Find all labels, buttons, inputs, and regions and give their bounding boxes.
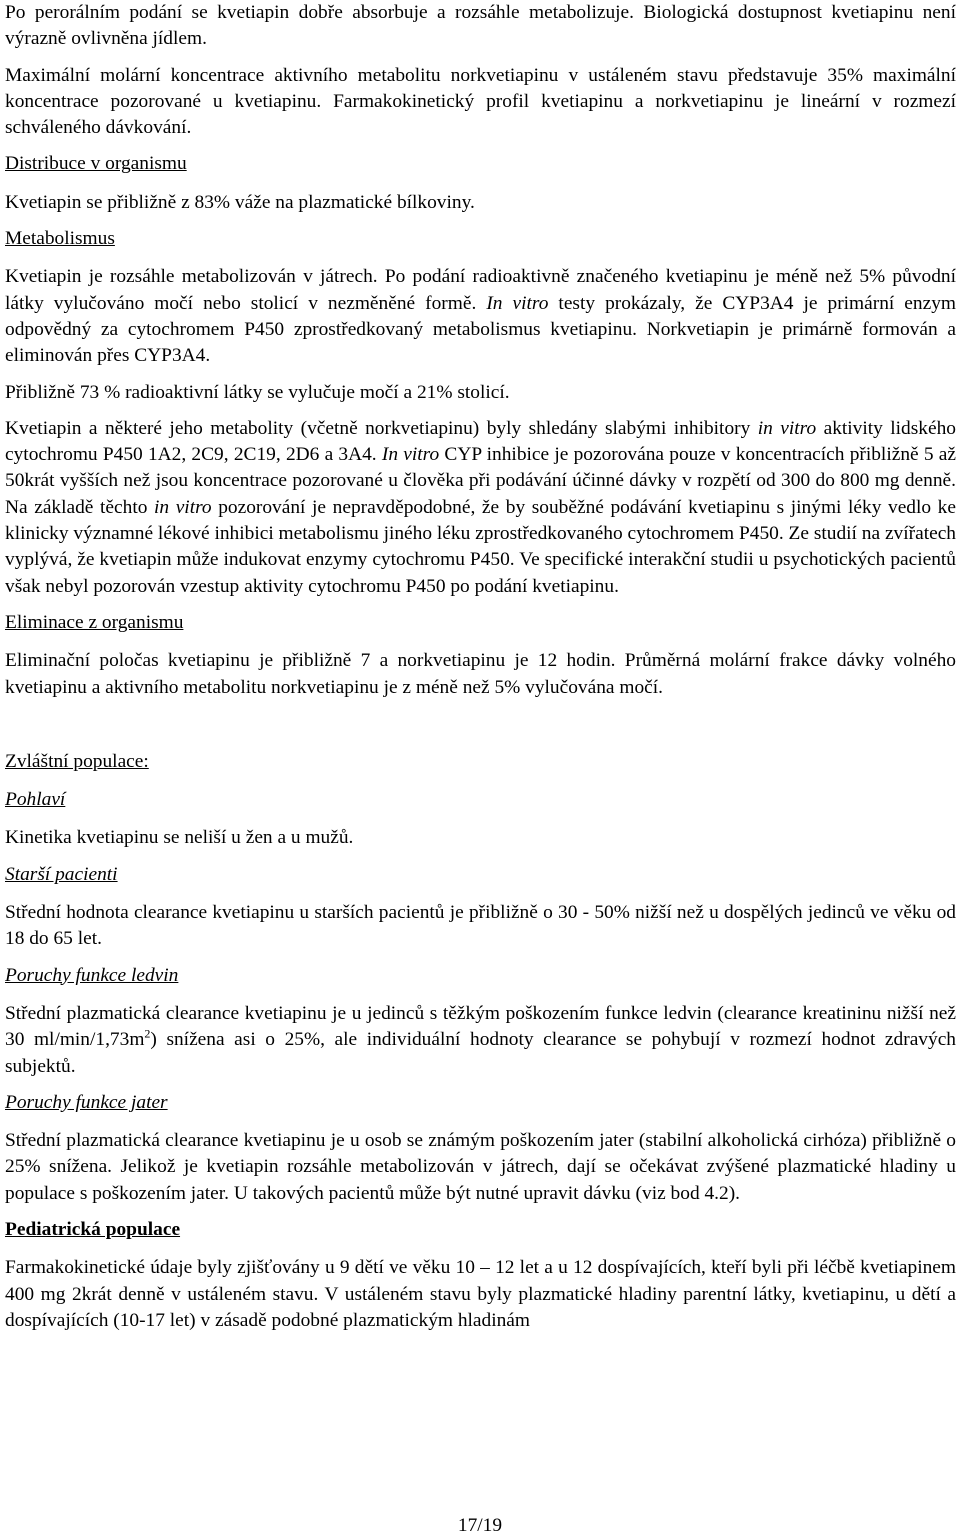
heading-distribution: Distribuce v organismu (5, 153, 187, 175)
paragraph-hepatic-clearance: Střední plazmatická clearance kvetiapinu je u osob se známým poškozením jater (stabilní alkoholická cirhóza) přibližně o 25% snížena. Jelikož je kvetiapin rozsáhle metabolizován v játrech, dají se očekávat zvýšené plazmatické hladiny u populace s poškozením jater. U takových pacientů může být nutné upravit dávku (viz bod 4.2). (5, 1130, 956, 1204)
paragraph-pediatric-pk: Farmakokinetické údaje byly zjišťovány u 9 dětí ve věku 10 – 12 let a u 12 dospívajících, kteří byli při léčbě kvetiapinem 400 mg 2krát denně v ustáleném stavu. V ustáleném stavu byly plazmatické hladiny parentní látky, kvetiapinu, u dětí a dospívajících (10-17 let) v zásadě podobné plazmatickým hladinám (5, 1257, 956, 1331)
italic-run: In vitro (486, 292, 549, 314)
text-run: aktivity lidského cytochromu P450 1A2, 2C9, 2C19, 2D6 a 3A4. (5, 417, 956, 466)
paragraph-sex-kinetics: Kinetika kvetiapinu se neliší u žen a u mužů. (5, 827, 354, 849)
heading-elimination: Eliminace z organismu (5, 611, 184, 633)
italic-run: in vitro (757, 417, 817, 439)
superscript: 2 (144, 1026, 151, 1041)
text-run: ) snížena asi o 25%, ale individuální hodnoty clearance se pohybují v rozmezí hodnot zdravých subjektů. (5, 1029, 956, 1077)
text-run: Kvetiapin a některé jeho metabolity (včetně norkvetiapinu) byly shledány slabými inhibitory (5, 417, 758, 439)
paragraph-elderly-clearance: Střední hodnota clearance kvetiapinu u starších pacientů je přibližně o 30 - 50% nižší než u dospělých jedinců ve věku od 18 do 65 let. (5, 902, 956, 950)
paragraph-metabolite-concentration: Maximální molární koncentrace aktivního metabolitu norkvetiapinu v ustáleném stavu představuje 35% maximální koncentrace pozorované u kvetiapinu. Farmakokinetický profil kvetiapinu a norkvetiapinu je lineární v rozmezí schváleného dávkování. (5, 64, 956, 139)
heading-metabolism: Metabolismus (5, 228, 115, 250)
text-run: CYP inhibice je pozorována pouze v koncentracích přibližně 5 až 50krát vyšších než jsou koncentrace pozorované u člověka při podávání účinné dávky v rozpětí od 300 do 800 mg denně. Na základě těchto (5, 444, 956, 518)
paragraph-absorption: Po perorálním podání se kvetiapin dobře absorbuje a rozsáhle metabolizuje. Biologická dostupnost kvetiapinu není výrazně ovlivněna jídlem. (5, 2, 956, 50)
paragraph-excretion: Přibližně 73 % radioaktivní látky se vylučuje močí a 21% stolicí. (5, 381, 510, 403)
paragraph-half-life: Eliminační poločas kvetiapinu je přibližně 7 a norkvetiapinu je 12 hodin. Průměrná molární frakce dávky volného kvetiapinu a aktivního metabolitu norkvetiapinu je z méně než 5% vylučována močí. (5, 650, 956, 698)
paragraph-protein-binding: Kvetiapin se přibližně z 83% váže na plazmatické bílkoviny. (5, 191, 475, 213)
text-run: Střední plazmatická clearance kvetiapinu je u jedinců s těžkým poškozením funkce ledvin (clearance kreatininu nižší než 30 ml/min/1,73m (5, 1002, 956, 1051)
italic-run: in vitro (154, 496, 212, 518)
paragraph-cyp-inhibition (5, 416, 956, 600)
document-page (5, 0, 956, 1334)
text-run: pozorování je nepravděpodobné, že by souběžné podávání kvetiapinu s jinými léky vedlo ke klinicky významné lékové inhibici metabolismu jiného léku zprostředkovaného cytochromem P450. Ze studií na zvířatech vyplývá, že kvetiapin může indukovat enzymy cytochromu P450. Ve specifické interakční studii u psychotických pacientů však nebyl pozorován vzestup aktivity cytochromu P450 po podání kvetiapinu. (5, 496, 956, 597)
heading-pediatric-population: Pediatrická populace (5, 1218, 181, 1240)
heading-elderly: Starší pacienti (5, 863, 118, 885)
italic-run: In vitro (381, 444, 440, 466)
heading-hepatic-impairment: Poruchy funkce jater (5, 1091, 168, 1113)
heading-special-populations: Zvláštní populace: (5, 750, 149, 772)
text-run: testy prokázaly, že CYP3A4 je primární enzym odpovědný za cytochromem P450 zprostředkovaný metabolismus kvetiapinu. Norkvetiapin je primárně formován a eliminován přes CYP3A4. (5, 292, 956, 367)
heading-sex: Pohlaví (5, 789, 66, 811)
heading-renal-impairment: Poruchy funkce ledvin (5, 964, 179, 986)
paragraph-liver-metabolism (5, 264, 956, 369)
page-number: 17/19 (457, 1515, 503, 1536)
paragraph-renal-clearance (5, 1001, 956, 1080)
text-run: Kvetiapin je rozsáhle metabolizován v játrech. Po podání radioaktivně značeného kvetiapinu je méně než 5% původní látky vylučováno močí nebo stolicí v nezměněné formě. (5, 266, 956, 314)
